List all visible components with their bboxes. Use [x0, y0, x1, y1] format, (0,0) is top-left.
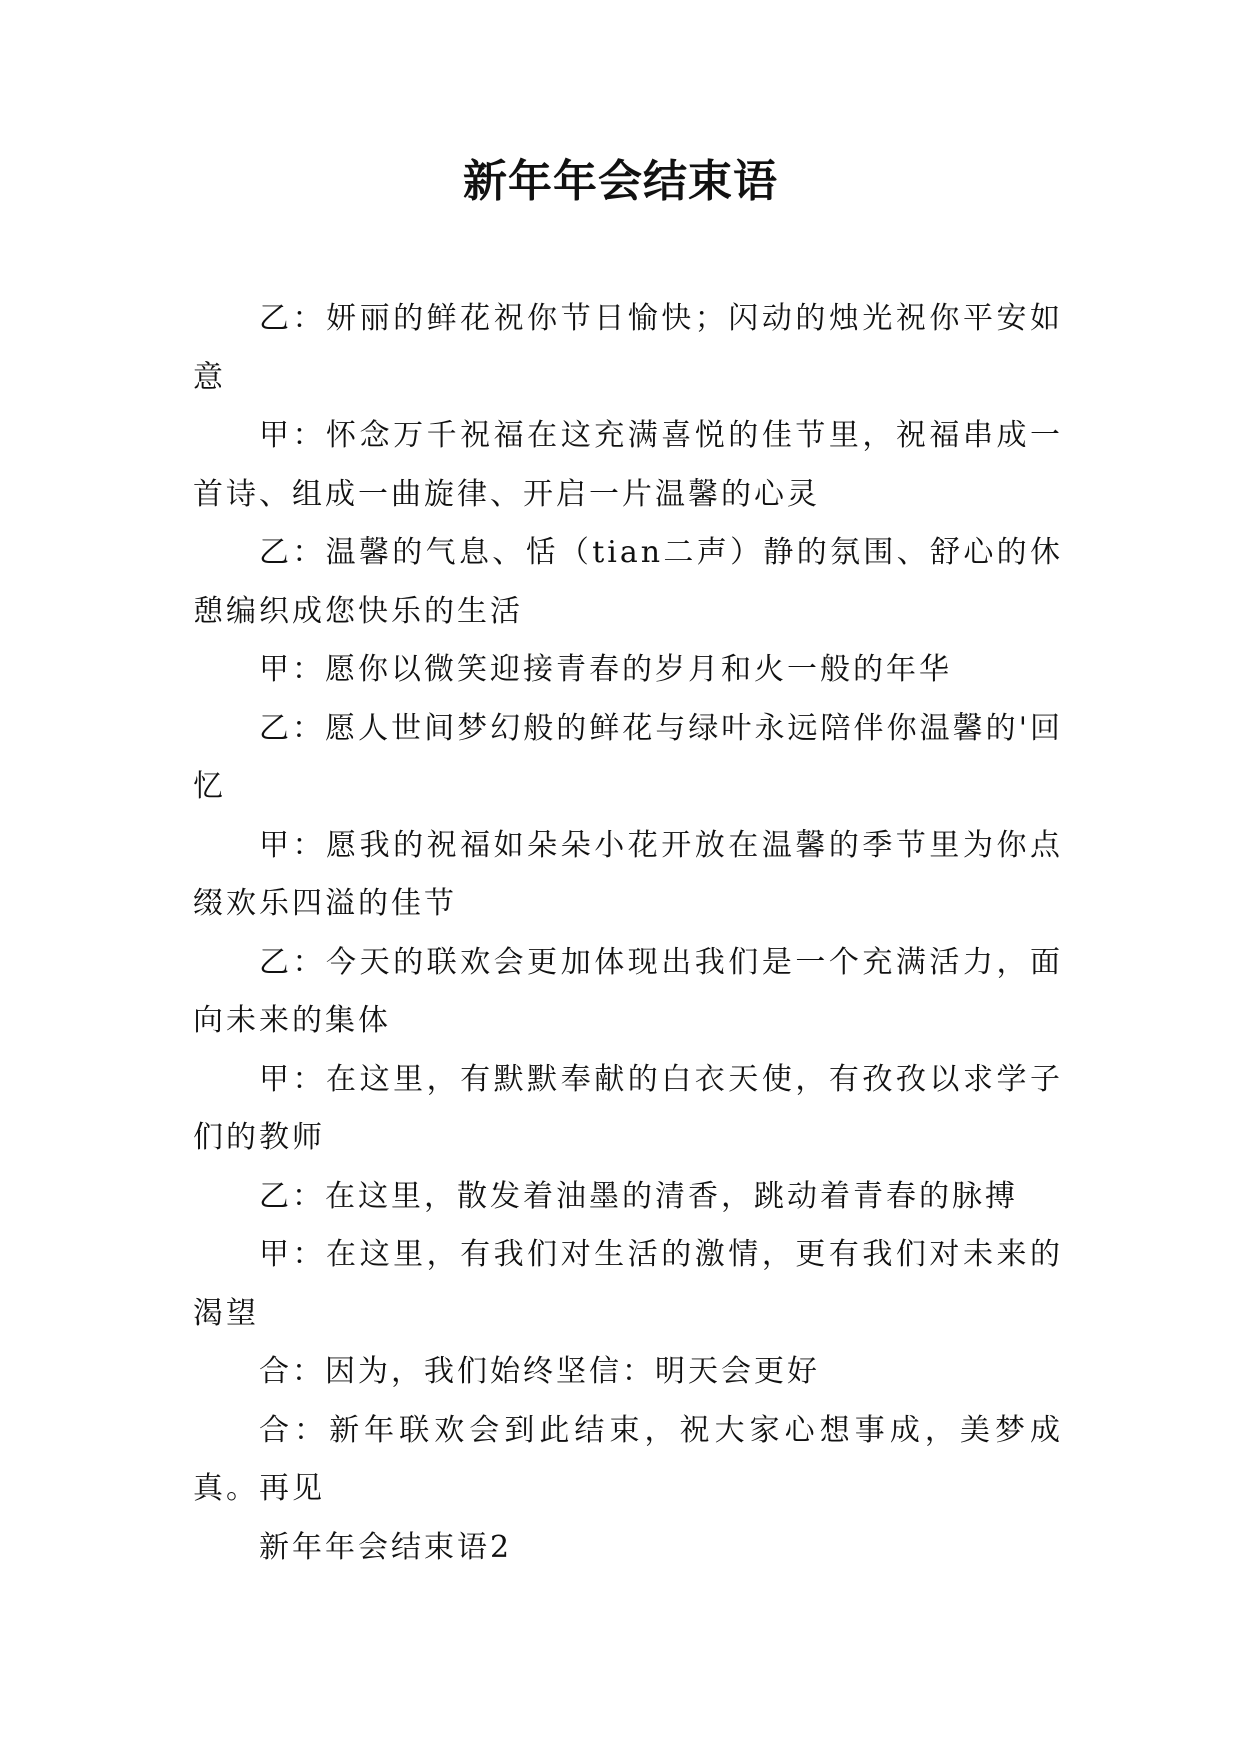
section-heading: 新年年会结束语2: [259, 1529, 513, 1565]
paragraph: 甲：愿我的祝福如朵朵小花开放在温馨的季节里为你点缀欢乐四溢的佳节: [193, 827, 1063, 921]
paragraph: 乙：妍丽的鲜花祝你节日愉快；闪动的烛光祝你平安如意: [193, 301, 1063, 395]
paragraph: 甲：怀念万千祝福在这充满喜悦的佳节里，祝福串成一首诗、组成一曲旋律、开启一片温馨的心灵: [193, 418, 1063, 512]
document-body: [193, 290, 1063, 1577]
paragraph: 乙：温馨的气息、恬（tian二声）静的氛围、舒心的休憩编织成您快乐的生活: [193, 535, 1063, 629]
paragraph: 合：因为，我们始终坚信：明天会更好: [259, 1354, 820, 1389]
document-title: 新年年会结束语: [463, 156, 778, 207]
paragraph: 乙：愿人世间梦幻般的鲜花与绿叶永远陪伴你温馨的'回忆: [193, 710, 1063, 804]
paragraph: 甲：在这里，有默默奉献的白衣天使，有孜孜以求学子们的教师: [193, 1061, 1063, 1155]
paragraph: 乙：在这里，散发着油墨的清香，跳动着青春的脉搏: [259, 1178, 1018, 1214]
paragraph: 甲：愿你以微笑迎接青春的岁月和火一般的年华: [259, 652, 952, 687]
paragraph: 乙：今天的联欢会更加体现出我们是一个充满活力，面向未来的集体: [193, 944, 1063, 1038]
paragraph: 甲：在这里，有我们对生活的激情，更有我们对未来的渴望: [193, 1237, 1063, 1331]
paragraph: 合：新年联欢会到此结束，祝大家心想事成，美梦成真。再见: [193, 1412, 1063, 1506]
